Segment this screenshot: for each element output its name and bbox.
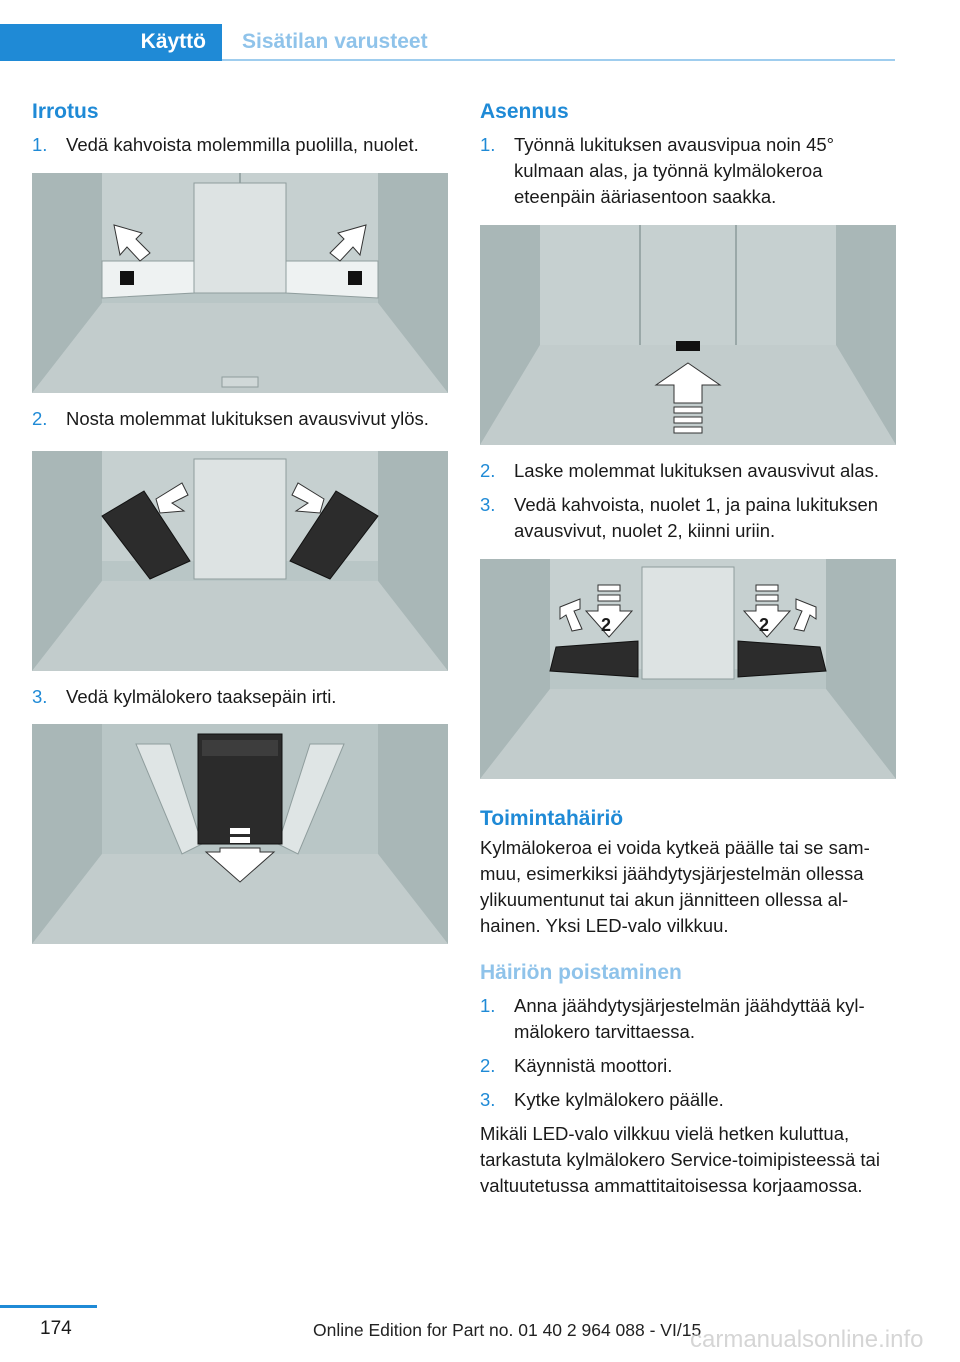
step-text: Anna jäähdytysjärjestelmän jäähdyttää kylmälokero tarvittaessa. [514, 995, 865, 1042]
edition-text: Online Edition for Part no. 01 40 2 964 088 - VI/15 [313, 1320, 702, 1340]
step-number: 3. [480, 1089, 496, 1110]
page-header [0, 24, 895, 62]
watermark: carmanualsonline.info [690, 1326, 924, 1353]
step-number: 2. [32, 408, 48, 429]
trunk-illustration [480, 559, 896, 779]
closing-text: Mikäli LED-valo vilkkuu vielä hetken kuluttua, tarkastuta kylmälokero Service-toimipisteessä tai valtuutetussa ammattitaitoisessa korjaamossa. [480, 1123, 880, 1196]
subsection-label: Sisätilan varusteet [242, 30, 428, 53]
troubleshooting-heading: Häiriön poistaminen [480, 961, 682, 984]
page-number: 174 [40, 1318, 72, 1339]
fix-step-2 [480, 1053, 896, 1079]
arrow-label-2-left: 2 [601, 615, 612, 635]
install-step-1 [480, 132, 896, 210]
step-text: Nosta molemmat lukituksen avausvivut ylös. [66, 408, 429, 429]
malfunction-text: Kylmälokeroa ei voida kytkeä päälle tai se sammuu, esimerkiksi jäähdytysjärjestelmän ollessa ylikuumentunut tai akun jännitteen ollessa alhainen. Yksi LED-valo vilkkuu. [480, 837, 870, 936]
removal-step-1 [32, 132, 448, 158]
figure-removal-1 [32, 173, 448, 393]
step-number: 1. [480, 134, 496, 155]
figure-install-3 [480, 559, 896, 779]
step-text: Vedä kahvoista, nuolet 1, ja paina lukituksen avausvivut, nuolet 2, kiinni uriin. [514, 494, 879, 541]
step-text: Vedä kylmälokero taaksepäin irti. [66, 686, 337, 707]
step-text: Työnnä lukituksen avausvipua noin 45° kulmaan alas, ja työnnä kylmälokeroa eteenpäin ääriasentoon saakka. [514, 134, 835, 207]
fix-step-1 [480, 993, 896, 1045]
header-rule [222, 59, 895, 61]
installation-heading: Asennus [480, 100, 569, 123]
arrow-label-2-right: 2 [759, 615, 770, 635]
trunk-illustration [32, 173, 448, 393]
figure-install-1 [480, 225, 896, 445]
step-number: 3. [480, 494, 496, 515]
install-step-3 [480, 492, 896, 544]
figure-removal-2 [32, 451, 448, 671]
step-text: Vedä kahvoista molemmilla puolilla, nuolet. [66, 134, 419, 155]
figure-removal-3 [32, 724, 448, 944]
removal-step-3 [32, 684, 448, 710]
step-number: 2. [480, 460, 496, 481]
section-tab[interactable] [0, 24, 222, 61]
install-step-2 [480, 458, 896, 484]
step-number: 3. [32, 686, 48, 707]
trunk-illustration [32, 724, 448, 944]
section-label: Käyttö [140, 30, 206, 53]
step-text: Kytke kylmälokero päälle. [514, 1089, 724, 1110]
trunk-illustration [32, 451, 448, 671]
removal-step-2 [32, 406, 448, 432]
step-number: 1. [480, 995, 496, 1016]
footer-rule [0, 1305, 97, 1308]
step-number: 1. [32, 134, 48, 155]
trunk-illustration [480, 225, 896, 445]
removal-heading: Irrotus [32, 100, 99, 123]
left-column [32, 100, 448, 944]
step-number: 2. [480, 1055, 496, 1076]
fix-step-3 [480, 1087, 896, 1113]
step-text: Käynnistä moottori. [514, 1055, 673, 1076]
step-text: Laske molemmat lukituksen avausvivut alas. [514, 460, 880, 481]
right-column [480, 100, 896, 1199]
malfunction-heading: Toimintahäiriö [480, 807, 624, 830]
